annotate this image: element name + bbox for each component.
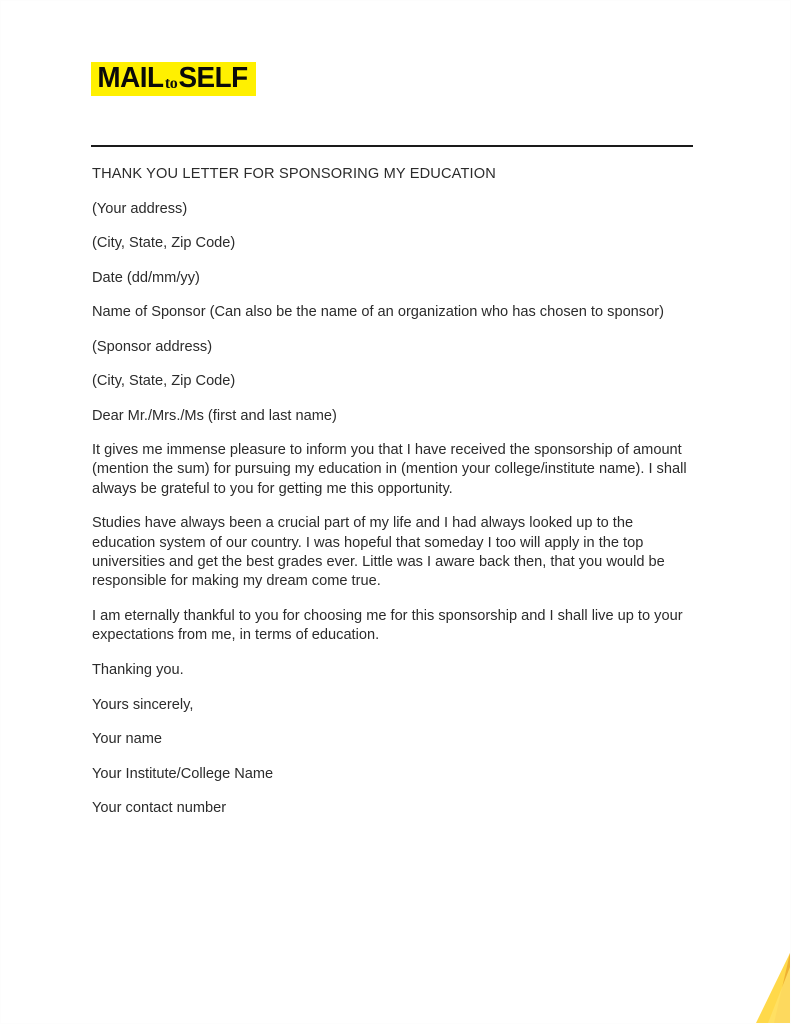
signature-institute: Your Institute/College Name xyxy=(92,765,274,782)
letter-date: Date (dd/mm/yy) xyxy=(92,269,200,286)
logo-text-to: to xyxy=(164,74,178,92)
logo-text-mail: MAIL xyxy=(97,61,164,94)
sponsor-address: (Sponsor address) xyxy=(92,338,213,355)
letter-paragraph-3: I am eternally thankful to you for choosing me for this sponsorship and I shall live up to your expectations from me, in terms of education. xyxy=(92,608,683,644)
header-divider xyxy=(91,145,693,147)
signature-contact: Your contact number xyxy=(92,800,227,817)
sponsor-city-state-zip: (City, State, Zip Code) xyxy=(92,373,236,389)
sponsor-name: Name of Sponsor (Can also be the name of an organization who has chosen to sponsor) xyxy=(92,304,664,320)
sender-city-state-zip: (City, State, Zip Code) xyxy=(92,235,236,251)
yellow-corner-wedge-icon xyxy=(730,953,790,1023)
closing-thanking-you: Thanking you. xyxy=(92,662,184,679)
letter-body xyxy=(92,165,698,834)
sender-address: (Your address) xyxy=(92,200,188,217)
letter-subject: THANK YOU LETTER FOR SPONSORING MY EDUCATION xyxy=(92,166,496,182)
letter-paragraph-2: Studies have always been a crucial part of my life and I had always looked up to the education system of our country. I was hopeful that someday I too will apply in the top universities and get the best grades ever. Little was I aware back then, that you would be responsible for making my dream come true. xyxy=(92,515,665,590)
logo-text-self: SELF xyxy=(178,61,248,94)
letter-paragraph-1: It gives me immense pleasure to inform you that I have received the sponsorship of amount (mention the sum) for pursuing my education in (mention your college/institute name). I shall always be grateful to you for getting me this opportunity. xyxy=(92,442,687,497)
brand-logo xyxy=(91,62,256,95)
closing-yours-sincerely: Yours sincerely, xyxy=(92,696,194,713)
signature-name: Your name xyxy=(92,731,163,748)
logo-yellow-block xyxy=(91,62,256,96)
letter-salutation: Dear Mr./Mrs./Ms (first and last name) xyxy=(92,407,337,424)
